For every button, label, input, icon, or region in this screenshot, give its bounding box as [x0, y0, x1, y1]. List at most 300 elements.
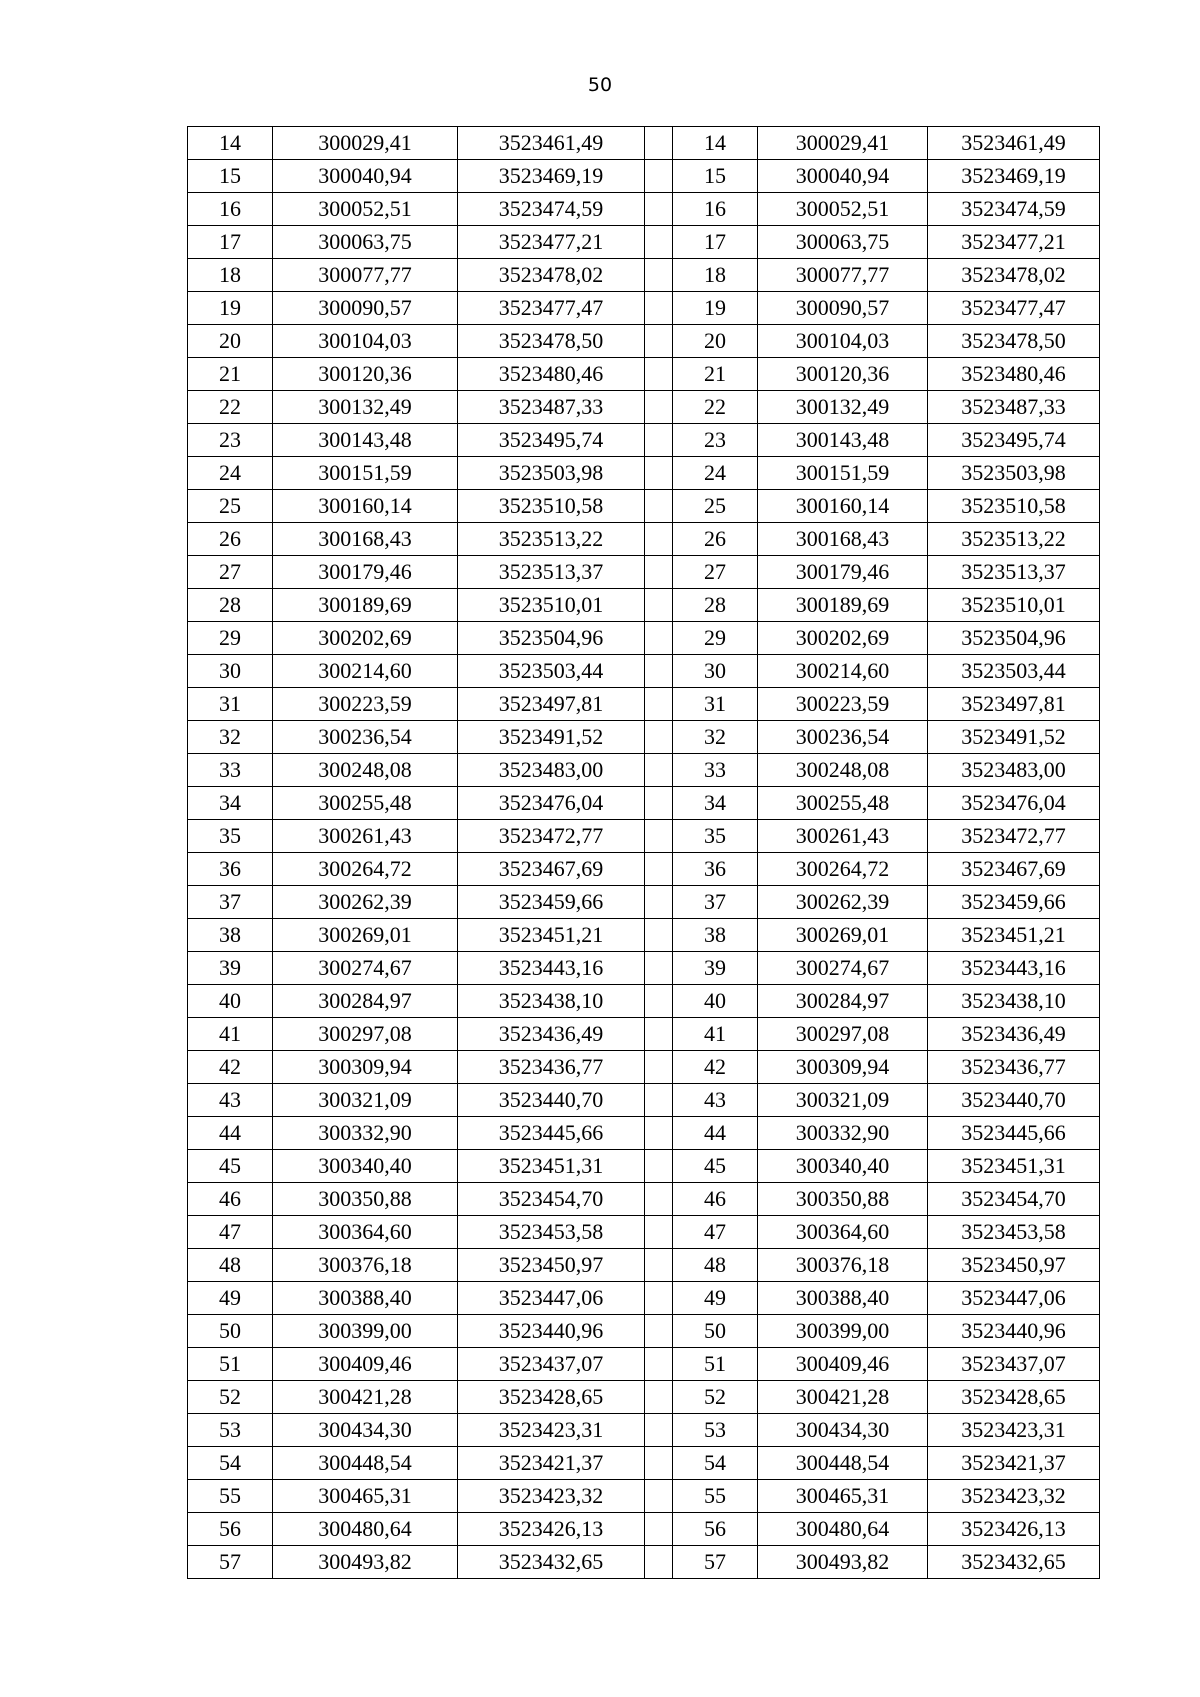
separator-cell: [645, 424, 673, 457]
right-point-number-cell: 50: [673, 1315, 758, 1348]
right-y-coordinate-cell: 3523474,59: [928, 193, 1100, 226]
left-point-number-cell: 44: [188, 1117, 273, 1150]
table-row: [188, 622, 1100, 655]
right-y-coordinate-cell: 3523423,32: [928, 1480, 1100, 1513]
right-x-coordinate-cell: 300052,51: [758, 193, 928, 226]
left-point-number-cell: 39: [188, 952, 273, 985]
right-y-coordinate-cell: 3523440,70: [928, 1084, 1100, 1117]
left-point-number-cell: 14: [188, 127, 273, 160]
left-point-number-cell: 48: [188, 1249, 273, 1282]
left-point-number-cell: 32: [188, 721, 273, 754]
right-x-coordinate-cell: 300350,88: [758, 1183, 928, 1216]
left-point-number-cell: 37: [188, 886, 273, 919]
right-x-coordinate-cell: 300332,90: [758, 1117, 928, 1150]
table-row: [188, 1183, 1100, 1216]
right-point-number-cell: 51: [673, 1348, 758, 1381]
table-row: [188, 490, 1100, 523]
left-x-coordinate-cell: 300236,54: [273, 721, 458, 754]
right-y-coordinate-cell: 3523459,66: [928, 886, 1100, 919]
left-x-coordinate-cell: 300090,57: [273, 292, 458, 325]
right-point-number-cell: 23: [673, 424, 758, 457]
right-y-coordinate-cell: 3523503,44: [928, 655, 1100, 688]
left-y-coordinate-cell: 3523443,16: [458, 952, 645, 985]
right-y-coordinate-cell: 3523477,47: [928, 292, 1100, 325]
table-row: [188, 160, 1100, 193]
right-x-coordinate-cell: 300160,14: [758, 490, 928, 523]
left-point-number-cell: 47: [188, 1216, 273, 1249]
left-x-coordinate-cell: 300434,30: [273, 1414, 458, 1447]
left-y-coordinate-cell: 3523504,96: [458, 622, 645, 655]
right-x-coordinate-cell: 300434,30: [758, 1414, 928, 1447]
right-x-coordinate-cell: 300269,01: [758, 919, 928, 952]
right-y-coordinate-cell: 3523480,46: [928, 358, 1100, 391]
left-x-coordinate-cell: 300399,00: [273, 1315, 458, 1348]
separator-cell: [645, 1315, 673, 1348]
right-point-number-cell: 40: [673, 985, 758, 1018]
right-point-number-cell: 27: [673, 556, 758, 589]
left-point-number-cell: 34: [188, 787, 273, 820]
left-point-number-cell: 40: [188, 985, 273, 1018]
right-point-number-cell: 37: [673, 886, 758, 919]
left-y-coordinate-cell: 3523461,49: [458, 127, 645, 160]
right-point-number-cell: 20: [673, 325, 758, 358]
right-x-coordinate-cell: 300120,36: [758, 358, 928, 391]
left-y-coordinate-cell: 3523454,70: [458, 1183, 645, 1216]
left-y-coordinate-cell: 3523474,59: [458, 193, 645, 226]
separator-cell: [645, 391, 673, 424]
right-y-coordinate-cell: 3523483,00: [928, 754, 1100, 787]
left-y-coordinate-cell: 3523451,31: [458, 1150, 645, 1183]
table-row: [188, 589, 1100, 622]
separator-cell: [645, 1018, 673, 1051]
left-point-number-cell: 27: [188, 556, 273, 589]
right-x-coordinate-cell: 300132,49: [758, 391, 928, 424]
left-x-coordinate-cell: 300269,01: [273, 919, 458, 952]
right-y-coordinate-cell: 3523491,52: [928, 721, 1100, 754]
right-x-coordinate-cell: 300063,75: [758, 226, 928, 259]
right-x-coordinate-cell: 300388,40: [758, 1282, 928, 1315]
table-row: [188, 1315, 1100, 1348]
left-y-coordinate-cell: 3523477,21: [458, 226, 645, 259]
right-x-coordinate-cell: 300189,69: [758, 589, 928, 622]
right-y-coordinate-cell: 3523487,33: [928, 391, 1100, 424]
table-row: [188, 424, 1100, 457]
table-row: [188, 820, 1100, 853]
right-y-coordinate-cell: 3523421,37: [928, 1447, 1100, 1480]
left-point-number-cell: 42: [188, 1051, 273, 1084]
right-x-coordinate-cell: 300284,97: [758, 985, 928, 1018]
right-x-coordinate-cell: 300090,57: [758, 292, 928, 325]
left-x-coordinate-cell: 300340,40: [273, 1150, 458, 1183]
right-point-number-cell: 34: [673, 787, 758, 820]
left-x-coordinate-cell: 300493,82: [273, 1546, 458, 1579]
right-x-coordinate-cell: 300340,40: [758, 1150, 928, 1183]
left-y-coordinate-cell: 3523440,96: [458, 1315, 645, 1348]
right-point-number-cell: 28: [673, 589, 758, 622]
separator-cell: [645, 1414, 673, 1447]
right-x-coordinate-cell: 300077,77: [758, 259, 928, 292]
left-y-coordinate-cell: 3523421,37: [458, 1447, 645, 1480]
separator-cell: [645, 1348, 673, 1381]
left-y-coordinate-cell: 3523438,10: [458, 985, 645, 1018]
separator-cell: [645, 1546, 673, 1579]
table-row: [188, 1546, 1100, 1579]
right-point-number-cell: 53: [673, 1414, 758, 1447]
left-point-number-cell: 20: [188, 325, 273, 358]
separator-cell: [645, 457, 673, 490]
right-y-coordinate-cell: 3523440,96: [928, 1315, 1100, 1348]
left-y-coordinate-cell: 3523478,50: [458, 325, 645, 358]
right-point-number-cell: 14: [673, 127, 758, 160]
left-point-number-cell: 43: [188, 1084, 273, 1117]
table-row: [188, 1051, 1100, 1084]
left-x-coordinate-cell: 300255,48: [273, 787, 458, 820]
right-x-coordinate-cell: 300104,03: [758, 325, 928, 358]
right-point-number-cell: 45: [673, 1150, 758, 1183]
table-row: [188, 391, 1100, 424]
right-point-number-cell: 46: [673, 1183, 758, 1216]
table-row: [188, 1084, 1100, 1117]
right-point-number-cell: 22: [673, 391, 758, 424]
left-x-coordinate-cell: 300104,03: [273, 325, 458, 358]
left-x-coordinate-cell: 300262,39: [273, 886, 458, 919]
right-y-coordinate-cell: 3523467,69: [928, 853, 1100, 886]
table-row: [188, 1480, 1100, 1513]
separator-cell: [645, 1381, 673, 1414]
right-x-coordinate-cell: 300236,54: [758, 721, 928, 754]
left-x-coordinate-cell: 300480,64: [273, 1513, 458, 1546]
right-y-coordinate-cell: 3523478,02: [928, 259, 1100, 292]
right-y-coordinate-cell: 3523513,22: [928, 523, 1100, 556]
left-point-number-cell: 25: [188, 490, 273, 523]
right-point-number-cell: 57: [673, 1546, 758, 1579]
table-row: [188, 457, 1100, 490]
table-row: [188, 1249, 1100, 1282]
left-point-number-cell: 35: [188, 820, 273, 853]
right-y-coordinate-cell: 3523423,31: [928, 1414, 1100, 1447]
table-row: [188, 193, 1100, 226]
separator-cell: [645, 754, 673, 787]
right-x-coordinate-cell: 300448,54: [758, 1447, 928, 1480]
left-point-number-cell: 49: [188, 1282, 273, 1315]
right-y-coordinate-cell: 3523445,66: [928, 1117, 1100, 1150]
right-x-coordinate-cell: 300376,18: [758, 1249, 928, 1282]
left-y-coordinate-cell: 3523472,77: [458, 820, 645, 853]
right-y-coordinate-cell: 3523436,77: [928, 1051, 1100, 1084]
right-point-number-cell: 55: [673, 1480, 758, 1513]
table-row: [188, 1348, 1100, 1381]
left-x-coordinate-cell: 300189,69: [273, 589, 458, 622]
left-point-number-cell: 54: [188, 1447, 273, 1480]
right-point-number-cell: 26: [673, 523, 758, 556]
left-x-coordinate-cell: 300261,43: [273, 820, 458, 853]
left-y-coordinate-cell: 3523497,81: [458, 688, 645, 721]
separator-cell: [645, 589, 673, 622]
separator-cell: [645, 820, 673, 853]
left-y-coordinate-cell: 3523432,65: [458, 1546, 645, 1579]
separator-cell: [645, 787, 673, 820]
right-y-coordinate-cell: 3523426,13: [928, 1513, 1100, 1546]
right-point-number-cell: 32: [673, 721, 758, 754]
separator-cell: [645, 1084, 673, 1117]
right-point-number-cell: 15: [673, 160, 758, 193]
left-point-number-cell: 23: [188, 424, 273, 457]
table-row: [188, 1414, 1100, 1447]
left-point-number-cell: 50: [188, 1315, 273, 1348]
left-x-coordinate-cell: 300168,43: [273, 523, 458, 556]
right-x-coordinate-cell: 300480,64: [758, 1513, 928, 1546]
separator-cell: [645, 1117, 673, 1150]
right-point-number-cell: 29: [673, 622, 758, 655]
left-point-number-cell: 55: [188, 1480, 273, 1513]
separator-cell: [645, 886, 673, 919]
right-y-coordinate-cell: 3523472,77: [928, 820, 1100, 853]
left-point-number-cell: 22: [188, 391, 273, 424]
table-row: [188, 1282, 1100, 1315]
right-y-coordinate-cell: 3523510,58: [928, 490, 1100, 523]
right-x-coordinate-cell: 300261,43: [758, 820, 928, 853]
left-point-number-cell: 56: [188, 1513, 273, 1546]
left-x-coordinate-cell: 300143,48: [273, 424, 458, 457]
left-y-coordinate-cell: 3523426,13: [458, 1513, 645, 1546]
right-y-coordinate-cell: 3523476,04: [928, 787, 1100, 820]
right-x-coordinate-cell: 300202,69: [758, 622, 928, 655]
separator-cell: [645, 556, 673, 589]
left-y-coordinate-cell: 3523487,33: [458, 391, 645, 424]
left-y-coordinate-cell: 3523467,69: [458, 853, 645, 886]
right-y-coordinate-cell: 3523454,70: [928, 1183, 1100, 1216]
left-x-coordinate-cell: 300179,46: [273, 556, 458, 589]
right-y-coordinate-cell: 3523453,58: [928, 1216, 1100, 1249]
left-point-number-cell: 17: [188, 226, 273, 259]
separator-cell: [645, 259, 673, 292]
left-point-number-cell: 52: [188, 1381, 273, 1414]
right-y-coordinate-cell: 3523478,50: [928, 325, 1100, 358]
left-x-coordinate-cell: 300321,09: [273, 1084, 458, 1117]
right-y-coordinate-cell: 3523504,96: [928, 622, 1100, 655]
left-point-number-cell: 41: [188, 1018, 273, 1051]
left-y-coordinate-cell: 3523483,00: [458, 754, 645, 787]
table-row: [188, 688, 1100, 721]
right-y-coordinate-cell: 3523469,19: [928, 160, 1100, 193]
separator-cell: [645, 853, 673, 886]
left-point-number-cell: 36: [188, 853, 273, 886]
right-y-coordinate-cell: 3523447,06: [928, 1282, 1100, 1315]
right-x-coordinate-cell: 300255,48: [758, 787, 928, 820]
left-x-coordinate-cell: 300132,49: [273, 391, 458, 424]
left-x-coordinate-cell: 300223,59: [273, 688, 458, 721]
separator-cell: [645, 523, 673, 556]
right-x-coordinate-cell: 300151,59: [758, 457, 928, 490]
right-point-number-cell: 48: [673, 1249, 758, 1282]
right-point-number-cell: 39: [673, 952, 758, 985]
right-y-coordinate-cell: 3523461,49: [928, 127, 1100, 160]
separator-cell: [645, 226, 673, 259]
right-point-number-cell: 47: [673, 1216, 758, 1249]
right-x-coordinate-cell: 300214,60: [758, 655, 928, 688]
left-x-coordinate-cell: 300376,18: [273, 1249, 458, 1282]
right-point-number-cell: 30: [673, 655, 758, 688]
right-x-coordinate-cell: 300223,59: [758, 688, 928, 721]
left-y-coordinate-cell: 3523495,74: [458, 424, 645, 457]
left-point-number-cell: 38: [188, 919, 273, 952]
left-x-coordinate-cell: 300151,59: [273, 457, 458, 490]
right-point-number-cell: 17: [673, 226, 758, 259]
table-row: [188, 1381, 1100, 1414]
right-y-coordinate-cell: 3523432,65: [928, 1546, 1100, 1579]
table-row: [188, 292, 1100, 325]
left-x-coordinate-cell: 300465,31: [273, 1480, 458, 1513]
table-row: [188, 787, 1100, 820]
right-point-number-cell: 31: [673, 688, 758, 721]
right-x-coordinate-cell: 300321,09: [758, 1084, 928, 1117]
left-y-coordinate-cell: 3523513,37: [458, 556, 645, 589]
left-point-number-cell: 33: [188, 754, 273, 787]
table-row: [188, 226, 1100, 259]
left-point-number-cell: 16: [188, 193, 273, 226]
left-x-coordinate-cell: 300297,08: [273, 1018, 458, 1051]
right-point-number-cell: 56: [673, 1513, 758, 1546]
right-y-coordinate-cell: 3523436,49: [928, 1018, 1100, 1051]
left-point-number-cell: 19: [188, 292, 273, 325]
right-x-coordinate-cell: 300297,08: [758, 1018, 928, 1051]
left-y-coordinate-cell: 3523447,06: [458, 1282, 645, 1315]
separator-cell: [645, 688, 673, 721]
table-row: [188, 358, 1100, 391]
right-y-coordinate-cell: 3523495,74: [928, 424, 1100, 457]
left-x-coordinate-cell: 300063,75: [273, 226, 458, 259]
separator-cell: [645, 1183, 673, 1216]
right-point-number-cell: 54: [673, 1447, 758, 1480]
left-y-coordinate-cell: 3523510,01: [458, 589, 645, 622]
right-point-number-cell: 42: [673, 1051, 758, 1084]
left-point-number-cell: 30: [188, 655, 273, 688]
left-y-coordinate-cell: 3523459,66: [458, 886, 645, 919]
left-x-coordinate-cell: 300421,28: [273, 1381, 458, 1414]
table-row: [188, 1513, 1100, 1546]
table-row: [188, 1216, 1100, 1249]
left-y-coordinate-cell: 3523503,98: [458, 457, 645, 490]
right-point-number-cell: 16: [673, 193, 758, 226]
right-point-number-cell: 35: [673, 820, 758, 853]
right-x-coordinate-cell: 300399,00: [758, 1315, 928, 1348]
right-x-coordinate-cell: 300262,39: [758, 886, 928, 919]
right-x-coordinate-cell: 300029,41: [758, 127, 928, 160]
left-x-coordinate-cell: 300077,77: [273, 259, 458, 292]
right-point-number-cell: 41: [673, 1018, 758, 1051]
separator-cell: [645, 490, 673, 523]
table-row: [188, 523, 1100, 556]
left-y-coordinate-cell: 3523510,58: [458, 490, 645, 523]
table-row: [188, 886, 1100, 919]
table-row: [188, 127, 1100, 160]
left-y-coordinate-cell: 3523423,32: [458, 1480, 645, 1513]
right-x-coordinate-cell: 300143,48: [758, 424, 928, 457]
right-x-coordinate-cell: 300264,72: [758, 853, 928, 886]
right-point-number-cell: 36: [673, 853, 758, 886]
right-x-coordinate-cell: 300274,67: [758, 952, 928, 985]
right-x-coordinate-cell: 300179,46: [758, 556, 928, 589]
separator-cell: [645, 160, 673, 193]
separator-cell: [645, 127, 673, 160]
left-y-coordinate-cell: 3523453,58: [458, 1216, 645, 1249]
right-point-number-cell: 52: [673, 1381, 758, 1414]
separator-cell: [645, 358, 673, 391]
left-y-coordinate-cell: 3523437,07: [458, 1348, 645, 1381]
left-x-coordinate-cell: 300202,69: [273, 622, 458, 655]
table-row: [188, 919, 1100, 952]
left-point-number-cell: 45: [188, 1150, 273, 1183]
right-point-number-cell: 44: [673, 1117, 758, 1150]
left-x-coordinate-cell: 300309,94: [273, 1051, 458, 1084]
left-x-coordinate-cell: 300274,67: [273, 952, 458, 985]
coordinates-table: [187, 126, 1100, 1579]
table-row: [188, 325, 1100, 358]
right-x-coordinate-cell: 300248,08: [758, 754, 928, 787]
left-x-coordinate-cell: 300388,40: [273, 1282, 458, 1315]
left-y-coordinate-cell: 3523469,19: [458, 160, 645, 193]
table-row: [188, 1018, 1100, 1051]
separator-cell: [645, 1480, 673, 1513]
separator-cell: [645, 292, 673, 325]
left-y-coordinate-cell: 3523480,46: [458, 358, 645, 391]
separator-cell: [645, 1282, 673, 1315]
separator-cell: [645, 919, 673, 952]
right-x-coordinate-cell: 300493,82: [758, 1546, 928, 1579]
separator-cell: [645, 952, 673, 985]
right-x-coordinate-cell: 300040,94: [758, 160, 928, 193]
left-point-number-cell: 51: [188, 1348, 273, 1381]
table-row: [188, 259, 1100, 292]
table-row: [188, 655, 1100, 688]
table-row: [188, 556, 1100, 589]
table-row: [188, 952, 1100, 985]
right-y-coordinate-cell: 3523497,81: [928, 688, 1100, 721]
left-point-number-cell: 28: [188, 589, 273, 622]
right-x-coordinate-cell: 300421,28: [758, 1381, 928, 1414]
separator-cell: [645, 1051, 673, 1084]
left-x-coordinate-cell: 300448,54: [273, 1447, 458, 1480]
table-row: [188, 1150, 1100, 1183]
right-y-coordinate-cell: 3523437,07: [928, 1348, 1100, 1381]
left-y-coordinate-cell: 3523428,65: [458, 1381, 645, 1414]
right-y-coordinate-cell: 3523450,97: [928, 1249, 1100, 1282]
separator-cell: [645, 1150, 673, 1183]
right-y-coordinate-cell: 3523451,21: [928, 919, 1100, 952]
left-x-coordinate-cell: 300284,97: [273, 985, 458, 1018]
separator-cell: [645, 1513, 673, 1546]
table-row: [188, 1447, 1100, 1480]
left-y-coordinate-cell: 3523491,52: [458, 721, 645, 754]
left-point-number-cell: 31: [188, 688, 273, 721]
left-y-coordinate-cell: 3523423,31: [458, 1414, 645, 1447]
left-point-number-cell: 21: [188, 358, 273, 391]
left-point-number-cell: 18: [188, 259, 273, 292]
right-point-number-cell: 24: [673, 457, 758, 490]
right-x-coordinate-cell: 300465,31: [758, 1480, 928, 1513]
left-point-number-cell: 24: [188, 457, 273, 490]
left-y-coordinate-cell: 3523445,66: [458, 1117, 645, 1150]
left-y-coordinate-cell: 3523440,70: [458, 1084, 645, 1117]
left-x-coordinate-cell: 300364,60: [273, 1216, 458, 1249]
left-point-number-cell: 46: [188, 1183, 273, 1216]
separator-cell: [645, 325, 673, 358]
separator-cell: [645, 1249, 673, 1282]
left-y-coordinate-cell: 3523450,97: [458, 1249, 645, 1282]
right-point-number-cell: 19: [673, 292, 758, 325]
table-row: [188, 1117, 1100, 1150]
page-number: 50: [587, 74, 613, 96]
